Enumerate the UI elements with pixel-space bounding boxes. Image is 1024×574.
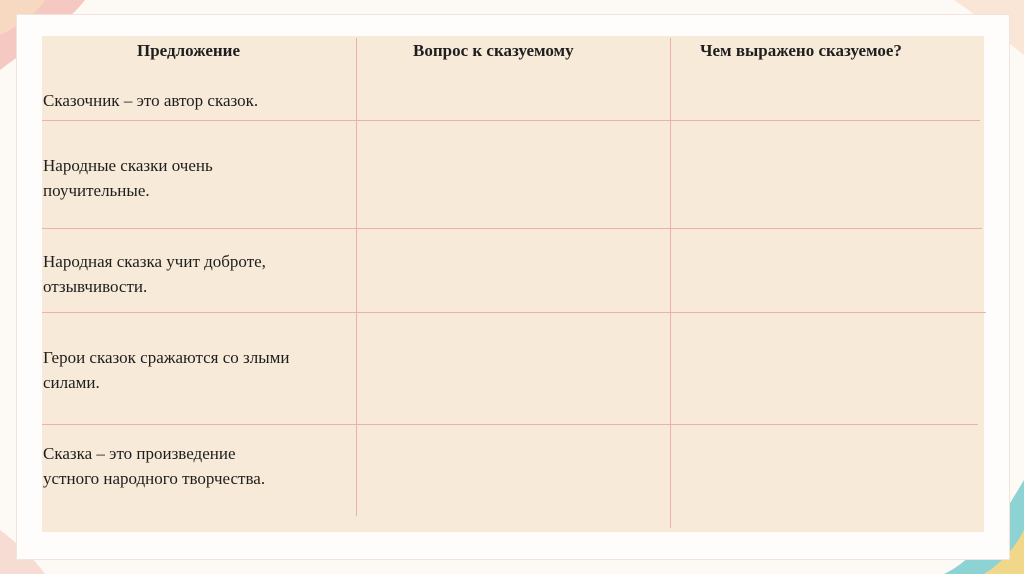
table-row-sentence: Сказка – это произведение устного народного творчества. [43,444,266,488]
header-predicate-question: Вопрос к сказуемому [413,41,574,60]
row-divider [42,312,986,313]
table-row-expression[interactable] [684,249,974,299]
table-row-sentence: Народные сказки очень поучительные. [43,156,213,200]
table-row-sentence: Сказочник – это автор сказок. [43,91,259,110]
row-divider [42,120,980,121]
column-divider [670,38,671,528]
table-row-expression[interactable] [684,345,974,395]
table-row-sentence: Народная сказка учит доброте, отзывчивости. [43,252,266,296]
header-sentence: Предложение [137,41,240,60]
table-row-question[interactable] [370,441,660,491]
row-divider [42,228,982,229]
table-row-question[interactable] [370,88,660,113]
table-row-expression[interactable] [684,441,974,491]
table-row-expression[interactable] [684,88,974,113]
row-divider [42,424,978,425]
table-row-question[interactable] [370,249,660,299]
table-row-question[interactable] [370,345,660,395]
table-row-sentence: Герои сказок сражаются со злыми силами. [43,348,290,392]
column-divider [356,38,357,516]
header-predicate-expression: Чем выражено сказуемое? [700,41,902,60]
table-row-expression[interactable] [684,153,974,203]
table-row-question[interactable] [370,153,660,203]
